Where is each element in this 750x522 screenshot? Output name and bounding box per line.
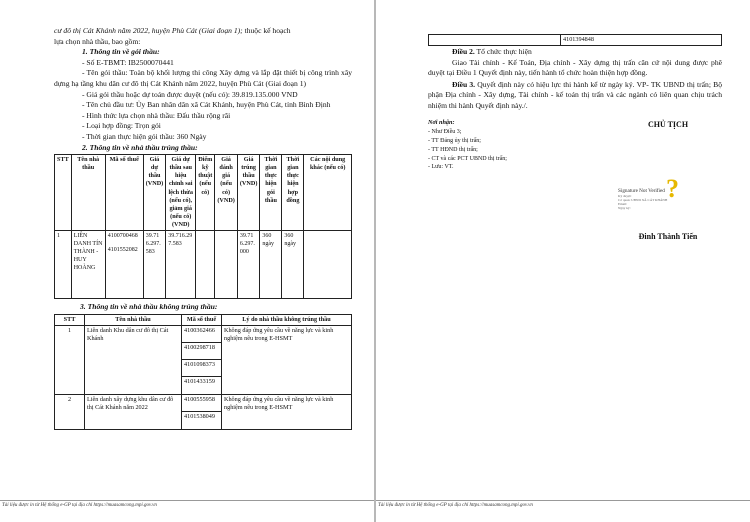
col-header: Giá dự thầu sau hiệu chỉnh sai lệch thừa (nếu có), giảm giá (nếu có) (VND)	[166, 155, 196, 231]
sec1-item: - Hình thức lựa chọn nhà thầu: Đấu thầu rộng rãi	[82, 110, 231, 120]
signer-name: Đinh Thành Tiến	[638, 231, 698, 241]
signature-block	[428, 118, 722, 318]
signature-status: Signature Not Verified	[618, 187, 665, 194]
sec1-item: - Tên gói thầu: Toàn bộ khối lượng thi công Xây dựng và lắp đặt thiết bị công trình xây dựng hạ tầng khu dân cư đô thị Cát Khánh năm 2022, huyện Phù Cát (Giai đoạn 1)	[54, 68, 352, 88]
continued-table	[428, 34, 722, 46]
col-header: Tên nhà thầu	[85, 314, 182, 325]
sec1-item: - Tên chủ đầu tư: Ủy Ban nhân dân xã Cát Khánh, huyện Phù Cát, tỉnh Bình Định	[82, 100, 331, 110]
recipients	[428, 118, 538, 173]
article3-body: Quyết định này có hiệu lực thi hành kể từ ngày ký. VP- TK UBND thị trấn; Bộ phận Địa chính - Xây dựng, Tài chính - kế toán thị trấn và các ngành có liên quan chịu trách nhiệm thi hành Quyết định này./.	[428, 79, 723, 111]
cell-tech	[196, 230, 215, 298]
col-header: STT	[55, 314, 85, 325]
cell-mst	[182, 325, 222, 394]
intro-tail: thuộc kế hoạch	[242, 26, 291, 35]
mst-value: 4100700468	[107, 232, 138, 239]
cell-reason: Không đáp ứng yêu cầu về năng lực và kinh nghiệm nêu trong E-HSMT	[222, 394, 352, 429]
sec1-item: - Giá gói thầu hoặc dự toán được duyệt (nếu có): 39.819.135.000 VND	[82, 89, 298, 99]
sec1-item: - Thời gian thực hiện gói thầu: 360 Ngày	[82, 131, 207, 141]
section1-title: 1. Thông tin về gói thầu:	[82, 47, 160, 57]
cell-reason: Không đáp ứng yêu cầu về năng lực và kinh nghiệm nêu trong E-HSMT	[222, 325, 352, 394]
signature-detail: Email:	[618, 202, 628, 207]
page-footer: Tài liệu được in từ Hệ thống e-GP tại địa chỉ https://muasamcong.mpi.gov.vn	[376, 500, 750, 508]
mst-value: 4101433159	[184, 377, 215, 385]
winning-bidder-table	[54, 154, 352, 299]
chairman-title: CHỦ TỊCH	[647, 119, 689, 129]
article2-title: Điều 2.	[452, 47, 475, 57]
notes-item: - CT và các PCT UBND thị trấn;	[428, 155, 507, 162]
col-header: Các nội dung khác (nếu có)	[304, 155, 352, 231]
col-header: Giá đánh giá (nếu có) (VND)	[215, 155, 238, 231]
signature-check-icon: ?	[666, 173, 679, 203]
cell-name: LIÊN DANH TÍN THÀNH - HUY HOÀNG	[71, 230, 105, 298]
cell-other	[304, 230, 352, 298]
mst-value: 4101098373	[182, 360, 221, 377]
cell-stt: 1	[55, 325, 85, 394]
intro-italic: cư đô thị Cát Khánh năm 2022, huyện Phù Cát (Giai đoạn 1);	[54, 26, 243, 35]
col-header: Mã số thuế	[105, 155, 143, 231]
col-header: Tên nhà thầu	[71, 155, 105, 231]
cell-name: Liên danh Khu dân cư đô thị Cát Khánh	[85, 325, 182, 394]
cell-mst: 4101394848	[561, 35, 722, 46]
page-content	[428, 36, 722, 318]
section2-title: 2. Thông tin về nhà thầu trúng thầu:	[82, 142, 198, 152]
page-footer: Tài liệu được in từ Hệ thống e-GP tại địa chỉ https://muasamcong.mpi.gov.vn	[0, 500, 374, 508]
signature-detail: Ngày ký:	[618, 206, 631, 211]
table-row	[429, 35, 722, 46]
table-header-row	[55, 155, 352, 231]
cell-pkg-time: 360 ngày	[260, 230, 282, 298]
signature-detail: Ký duyệt:	[618, 193, 632, 198]
document-page-right	[376, 0, 750, 522]
cell-bid: 39.716.297.583	[143, 230, 166, 298]
col-header: Thời gian thực hiện hợp đồng	[282, 155, 304, 231]
cell-contract-time: 360 ngày	[282, 230, 304, 298]
sec1-item: - Loại hợp đồng: Trọn gói	[82, 121, 161, 131]
mst-value: 4101552082	[107, 247, 138, 254]
col-header: Lý do nhà thầu không trúng thầu	[222, 314, 352, 325]
col-header: Mã số thuế	[182, 314, 222, 325]
article2-title-tail: Tổ chức thực hiện	[474, 47, 532, 57]
notes-item: - Lưu: VT.	[428, 164, 454, 171]
losing-bidder-table	[54, 314, 352, 430]
mst-value: 4100555958	[182, 395, 221, 412]
page-content	[54, 26, 352, 430]
col-header: Giá dự thầu (VND)	[143, 155, 166, 231]
cell-name: Liên danh xây dựng khu dân cư đô thị Cát Khánh năm 2022	[85, 394, 182, 429]
notes-item: - TT HĐND thị trấn;	[428, 146, 478, 153]
signature-detail: Cơ quan: UBND XÃ CÁT KHÁNH	[618, 197, 668, 202]
table-header-row	[55, 314, 352, 325]
table-row	[55, 230, 352, 298]
cell-eval	[215, 230, 238, 298]
notes-item: - Như Điều 3;	[428, 129, 462, 136]
article3-title: Điều 3.	[452, 79, 476, 89]
cell-adjusted: 39.716.297.583	[166, 230, 196, 298]
article2-body: Giao Tài chính - Kế Toán, Địa chính - Xây dựng thị trấn căn cứ nội dung được phê duyệt tại Điều 1 Quyết định này, tiến hành tổ chức hoàn thiện hợp đồng.	[428, 57, 722, 78]
cell-stt: 1	[55, 230, 72, 298]
intro-line2: lựa chọn nhà thầu, bao gồm:	[54, 36, 141, 46]
section3-title: 3. Thông tin về nhà thầu không trúng thầu:	[80, 301, 218, 311]
col-header: Thời gian thực hiện gói thầu	[260, 155, 282, 231]
notes-title: Nơi nhận:	[428, 118, 455, 126]
cell-mst	[105, 230, 143, 298]
col-header: Điểm kỹ thuật (nếu có)	[196, 155, 215, 231]
document-page-left	[0, 0, 374, 522]
cell-empty	[429, 35, 561, 46]
mst-value: 4100362466	[182, 326, 221, 343]
cell-award: 39.716.297.000	[237, 230, 260, 298]
cell-mst	[182, 394, 222, 429]
table-row	[55, 325, 352, 394]
mst-value: 4101538049	[184, 412, 215, 420]
table-row	[55, 394, 352, 429]
cell-stt: 2	[55, 394, 85, 429]
col-header: STT	[55, 155, 72, 231]
mst-value: 4100298718	[182, 343, 221, 360]
sec1-item: - Số E-TBMT: IB2500070441	[82, 57, 174, 67]
col-header: Giá trúng thầu (VND)	[237, 155, 260, 231]
notes-item: - TT Đảng ủy thị trấn;	[428, 138, 481, 145]
